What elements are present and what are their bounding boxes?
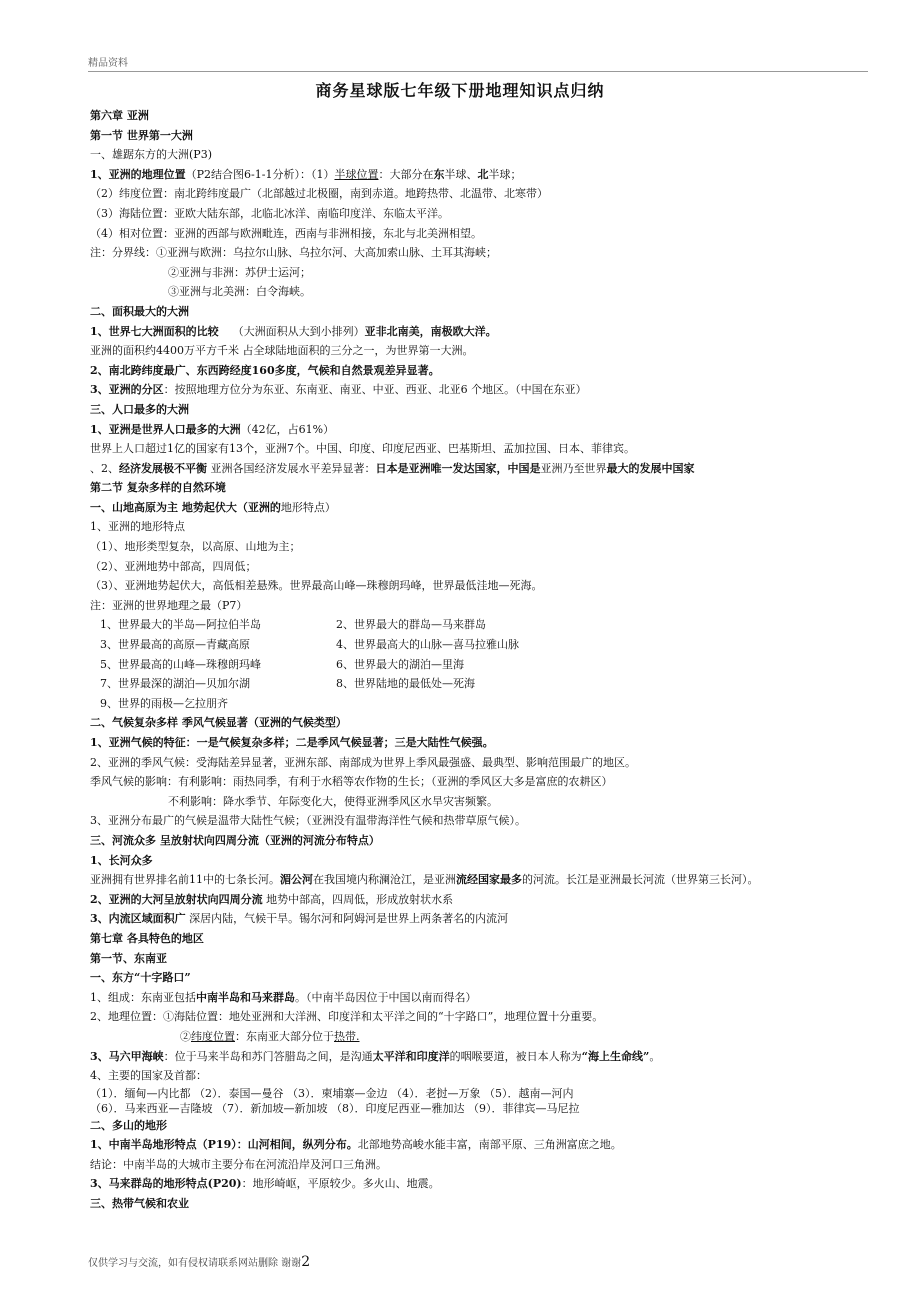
text-span: 2、亚洲的大河呈放射状向四周分流 <box>90 892 263 906</box>
text-line: ②亚洲与非洲：苏伊士运河； <box>168 265 311 279</box>
text-line: 1、长河众多 <box>90 853 153 867</box>
text-line <box>90 870 870 890</box>
list-item: 3、世界最高的高原—青藏高原 <box>100 638 250 652</box>
document-body <box>90 106 870 1214</box>
text-span: 。（中南半岛因位于中国以南而得名） <box>295 990 477 1004</box>
text-line: 注：亚洲的世界地理之最（P7） <box>90 598 248 612</box>
text-line: 2、南北跨纬度最广、东西跨经度160多度，气候和自然景观差异显著。 <box>90 363 440 377</box>
text-span: 亚非北南美，南极欧大洋。 <box>364 324 497 338</box>
text-line <box>90 498 870 518</box>
list-item: 8、世界陆地的最低处—死海 <box>336 677 475 691</box>
text-line <box>90 909 870 929</box>
text-span: 在我国境内称澜沧江，是亚洲 <box>313 873 456 887</box>
subsection-heading: 一、东方“十字路口” <box>90 971 191 985</box>
text-span: ② <box>180 1029 191 1043</box>
text-line: （2）、亚洲地势中部高，四周低； <box>90 559 257 573</box>
text-line: 世界上人口超过1亿的国家有13个，亚洲7个。中国、印度、印度尼西亚、巴基斯坦、孟加拉国、日本、菲律宾。 <box>90 442 635 456</box>
text-span: 半球、 <box>444 167 478 181</box>
text-span: 的河流。长江是亚洲最长河流（世界第三长河）。 <box>522 873 759 887</box>
section-heading: 第一节 世界第一大洲 <box>90 128 193 142</box>
text-line: （3）、亚洲地势起伏大，高低相差悬殊。世界最高山峰—珠穆朗玛峰，世界最低洼地—死海。 <box>90 579 543 593</box>
text-span: 半球； <box>488 167 522 181</box>
text-line <box>90 165 870 185</box>
text-line: 亚洲的面积约4400万平方千米 占全球陆地面积的三分之一，为世界第一大洲。 <box>90 344 474 358</box>
text-line <box>90 459 870 479</box>
chapter-heading: 第六章 亚洲 <box>90 109 149 122</box>
text-line <box>90 1027 870 1047</box>
text-span: 太平洋和印度洋 <box>372 1049 450 1063</box>
text-span: 北 <box>477 167 489 181</box>
section-heading: 第一节、东南亚 <box>90 951 167 965</box>
list-item: 6、世界最大的湖泊—里海 <box>336 657 464 671</box>
text-span: 深居内陆，气候干旱。锡尔河和阿姆河是世界上两条著名的内流河 <box>185 912 509 926</box>
text-line: 季风气候的影响：有利影响：雨热同季，有利于水稻等农作物的生长；（亚洲的季风区大多是富庶的农耕区） <box>90 775 613 789</box>
text-span: ：东南亚大部分位于 <box>235 1029 334 1043</box>
text-line: 不利影响：降水季节、年际变化大，使得亚洲季风区水旱灾害频繁。 <box>168 794 498 808</box>
text-span: 、2、 <box>90 461 119 475</box>
text-line <box>90 380 870 400</box>
text-line <box>90 1047 870 1067</box>
text-span: 流经国家最多 <box>456 873 522 887</box>
page-number: 2 <box>301 1254 311 1270</box>
text-span: （42亿，占61%） <box>240 422 335 436</box>
subsection-heading: 三、河流众多 呈放射状向四周分流（亚洲的河流分布特点） <box>90 833 380 847</box>
page-header-label: 精品资料 <box>88 54 868 72</box>
text-span: 地形特点） <box>280 500 336 514</box>
text-span: （P2结合图6-1-1分析）：（1） <box>185 167 335 181</box>
list-row <box>90 615 870 635</box>
text-span: ：按照地理方位分为东亚、东南亚、南亚、中亚、西亚、北亚6 个地区。（中国在东亚） <box>163 383 587 397</box>
text-line: （3）海陆位置：亚欧大陆东部，北临北冰洋、南临印度洋、东临太平洋。 <box>90 206 449 220</box>
text-line: ③亚洲与北美洲：白令海峡。 <box>168 285 311 299</box>
subsection-heading: 三、人口最多的大洲 <box>90 402 189 416</box>
text-line <box>90 1174 870 1194</box>
text-line <box>90 322 870 342</box>
text-line: 注：分界线：①亚洲与欧洲：乌拉尔山脉、乌拉尔河、大高加索山脉、土耳其海峡； <box>90 246 497 260</box>
text-span: ：地形崎岖，平原较少。多火山、地震。 <box>241 1177 440 1191</box>
text-span: 3、内流区域面积广 <box>90 912 186 926</box>
text-line <box>90 1135 870 1155</box>
text-span: ：位于马来半岛和苏门答腊岛之间，是沟通 <box>163 1049 373 1063</box>
text-span: 地势中部高，四周低，形成放射状水系 <box>262 892 454 906</box>
list-row <box>90 635 870 655</box>
text-span: 1、世界七大洲面积的比较 <box>90 324 219 338</box>
list-item: 4、世界最高大的山脉—喜马拉雅山脉 <box>336 638 519 652</box>
text-span: 一、山地高原为主 地势起伏大（亚洲的 <box>90 500 281 514</box>
text-span: 3、马来群岛的地形特点(P20) <box>90 1177 242 1191</box>
text-span: 1、组成：东南亚包括 <box>90 990 196 1004</box>
footer-text: 仅供学习与交流，如有侵权请联系网站删除 谢谢 <box>88 1258 302 1269</box>
text-line: 1、亚洲气候的特征：一是气候复杂多样；二是季风气候显著；三是大陆性气候强。 <box>90 736 494 749</box>
text-line: （2）纬度位置：南北跨纬度最广（北部越过北极圈，南到赤道。地跨热带、北温带、北寒带） <box>90 187 548 201</box>
text-span: 纬度位置 <box>191 1029 235 1043</box>
list-item: 1、世界最大的半岛—阿拉伯半岛 <box>100 618 261 632</box>
text-line: 4、主要的国家及首都： <box>90 1069 207 1083</box>
text-span: 的咽喉要道，被日本人称为 <box>449 1049 582 1063</box>
document-title: 商务星球版七年级下册地理知识点归纳 <box>315 81 605 100</box>
text-line <box>90 988 870 1008</box>
subsection-heading: 三、热带气候和农业 <box>90 1197 189 1211</box>
text-line: （1）、地形类型复杂，以高原、山地为主； <box>90 540 301 554</box>
text-line: 3、亚洲分布最广的气候是温带大陆性气候；（亚洲没有温带海洋性气候和热带草原气候）。 <box>90 814 526 828</box>
list-row <box>90 655 870 675</box>
text-line: 2、亚洲的季风气候：受海陆差异显著，亚洲东部、南部成为世界上季风最强盛、最典型、影响范围最广的地区。 <box>90 755 636 769</box>
text-span: 。 <box>649 1049 661 1063</box>
text-span: 亚洲乃至世界 <box>540 461 607 475</box>
text-span: 1、亚洲是世界人口最多的大洲 <box>90 422 241 436</box>
list-row <box>90 674 870 694</box>
text-line: 1、亚洲的地形特点 <box>90 520 185 534</box>
text-line: （6）．马来西亚—吉隆坡 （7）．新加坡—新加坡 （8）．印度尼西亚—雅加达 （9）．菲律宾—马尼拉 <box>90 1101 580 1115</box>
text-line <box>90 420 870 440</box>
section-heading: 第二节 复杂多样的自然环境 <box>90 481 226 495</box>
page-footer <box>88 1254 310 1270</box>
text-line: （4）相对位置：亚洲的西部与欧洲毗连，西南与非洲相接，东北与北美洲相望。 <box>90 226 482 240</box>
text-span: 中南半岛和马来群岛 <box>196 990 295 1004</box>
text-span: 最大的发展中国家 <box>606 461 695 475</box>
list-item: 7、世界最深的湖泊—贝加尔湖 <box>100 677 250 691</box>
text-span: 亚洲拥有世界排名前11中的七条长河。 <box>90 873 280 887</box>
text-line: 2、地理位置：①海陆位置：地处亚洲和大洋洲、印度洋和太平洋之间的“十字路口”，地理位置十分重要。 <box>90 1010 604 1024</box>
subsection-heading: 二、面积最大的大洲 <box>90 304 189 318</box>
text-span: 日本是亚洲唯一发达国家，中国是 <box>375 461 541 475</box>
subsection-heading: 二、多山的地形 <box>90 1118 167 1132</box>
text-span: 经济发展极不平衡 <box>119 461 207 475</box>
subsection-heading: 一、雄踞东方的大洲(P3) <box>90 148 212 162</box>
text-span: “海上生命线” <box>581 1049 650 1063</box>
list-item: 5、世界最高的山峰—珠穆朗玛峰 <box>100 657 261 671</box>
text-span: （大洲面积从大到小排列） <box>232 324 365 338</box>
text-line: 结论：中南半岛的大城市主要分布在河流沿岸及河口三角洲。 <box>90 1157 387 1171</box>
text-span: 东 <box>433 167 445 181</box>
text-span: 半球位置 <box>334 167 379 181</box>
text-span: 1、中南半岛地形特点（P19）：山河相间，纵列分布。 <box>90 1138 358 1152</box>
text-span: 湄公河 <box>280 873 313 887</box>
subsection-heading: 二、气候复杂多样 季风气候显著（亚洲的气候类型） <box>90 716 347 730</box>
list-item: 2、世界最大的群岛—马来群岛 <box>336 618 486 632</box>
text-span: 热带. <box>334 1029 360 1043</box>
text-span: ：大部分在 <box>378 167 434 181</box>
text-line: （1）．缅甸—内比都 （2）．泰国—曼谷 （3）．柬埔寨—金边 （4）．老挝—万象 （5）．越南—河内 <box>90 1086 574 1100</box>
text-span: 1、亚洲的地理位置 <box>90 167 186 181</box>
text-span: 3、马六甲海峡 <box>90 1049 164 1063</box>
text-span: 北部地势高峻水能丰富，南部平原、三角洲富庶之地。 <box>357 1138 622 1152</box>
chapter-heading: 第七章 各具特色的地区 <box>90 931 204 945</box>
text-span: 3、亚洲的分区 <box>90 383 164 397</box>
text-span: 亚洲各国经济发展水平差异显著： <box>207 461 376 475</box>
text-line <box>90 890 870 910</box>
list-item: 9、世界的雨极—乞拉朋齐 <box>100 696 228 710</box>
